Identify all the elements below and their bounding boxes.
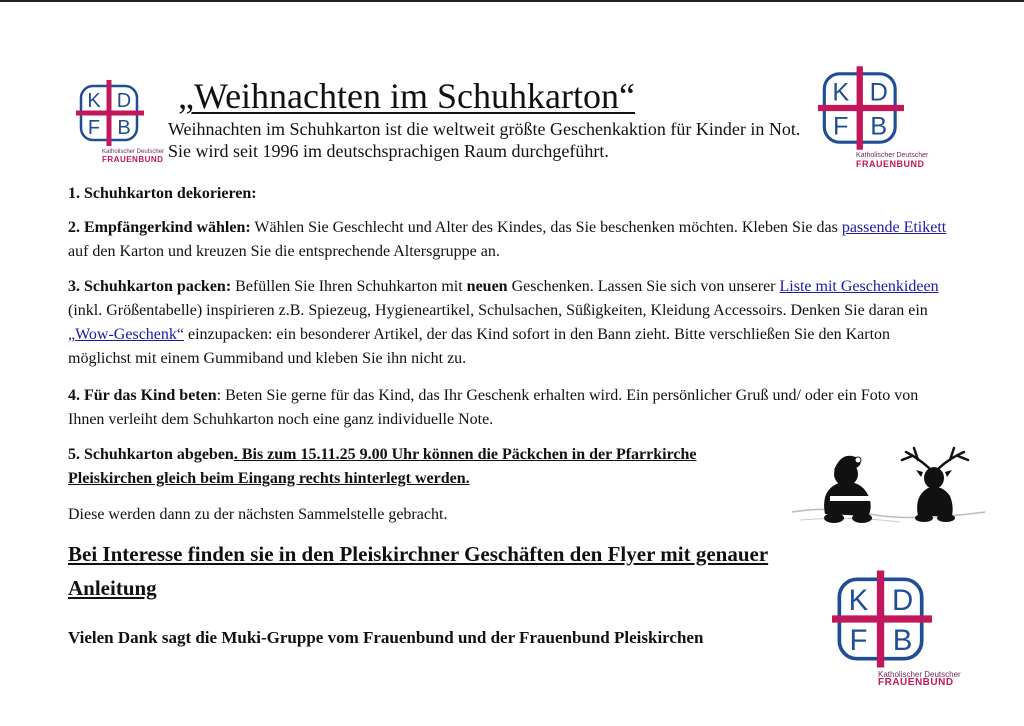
step-4: [68, 384, 948, 432]
page-title: „Weihnachten im Schuhkarton“: [178, 76, 635, 116]
kdfb-logo: [76, 80, 164, 164]
top-border: [0, 0, 1024, 2]
interest-note: [68, 537, 808, 605]
thanks-note: Vielen Dank sagt die Muki-Gruppe vom Frauenbund und der Frauenbund Pleiskirchen: [68, 628, 704, 647]
logo-letter-d: D: [869, 78, 888, 107]
kdfb-logo-mark: [832, 570, 932, 668]
step-2: [68, 216, 958, 264]
interest-text: Bei Interesse finden sie in den Pleiskirchner Geschäften den Flyer mit genauer Anleitung: [68, 542, 769, 600]
logo-letter-k: K: [87, 90, 101, 112]
step-3-heading: 3. Schuhkarton packen:: [68, 278, 232, 295]
logo-caption-1: Katholischer Deutscher: [102, 149, 165, 155]
logo-caption-1: Katholischer Deutscher: [878, 670, 961, 679]
kdfb-logo-mark: [818, 66, 904, 150]
logo-letter-d: D: [891, 584, 914, 618]
kdfb-logo-mark: [76, 80, 144, 146]
intro-paragraph: Weihnachten im Schuhkarton ist die weltweit größte Geschenkaktion für Kinder in Not. Sie wird seit 1996 im deutschsprachigen Raum durchgeführt.: [168, 119, 801, 161]
logo-letter-f: F: [849, 623, 868, 657]
logo-letter-b: B: [117, 117, 131, 139]
logo-caption-1: Katholischer Deutscher: [856, 152, 929, 159]
collection-note: Diese werden dann zu der nächsten Sammelstelle gebracht.: [68, 506, 448, 523]
etikett-link[interactable]: passende Etikett: [841, 219, 947, 236]
logo-letter-f: F: [833, 112, 849, 141]
step-1: [68, 182, 948, 206]
step-5-text: . Bis zum 15.11.25 9.00 Uhr können die Päckchen in der Pfarrkirche Pleiskirchen gleich beim Eingang rechts hinterlegt werden.: [68, 446, 697, 487]
kdfb-logo: [832, 570, 961, 687]
santa-reindeer-icon: [790, 440, 985, 545]
step-3-text-c: (inkl. Größentabelle) inspirieren z.B. Spiezeug, Hygieneartikel, Schulsachen, Süßigkeiten, Kleidung Accessoirs. Denken Sie daran ein: [68, 302, 928, 319]
logo-letter-b: B: [870, 112, 888, 141]
logo-letter-k: K: [848, 584, 869, 618]
step-2-text-b: auf den Karton und kreuzen Sie die entsprechende Altersgruppe an.: [68, 243, 500, 260]
step-2-text-a: Wählen Sie Geschlecht und Alter des Kindes, das Sie beschenken möchten. Kleben Sie das: [250, 219, 842, 236]
geschenkideen-link[interactable]: Liste mit Geschenkideen: [779, 278, 939, 295]
logo-caption-2: FRAUENBUND: [878, 677, 954, 688]
kdfb-logo: [818, 66, 928, 168]
step-3-bold: neuen: [466, 278, 508, 295]
santa-reindeer-illustration: [790, 440, 985, 540]
logo-caption-2: FRAUENBUND: [102, 155, 164, 164]
wow-geschenk-link[interactable]: „Wow-Geschenk“: [68, 326, 184, 343]
step-3-text-b: Geschenken. Lassen Sie sich von unserer: [507, 278, 780, 295]
logo-letter-b: B: [892, 623, 913, 657]
step-3-text-d: einzupacken: ein besonderer Artikel, der das Kind sofort in den Bann zieht. Bitte verschließen Sie den Karton möglichst mit einem Gummiband und kleben Sie ihn nicht zu.: [68, 326, 891, 367]
logo-letter-d: D: [116, 90, 132, 112]
step-5: [68, 443, 708, 491]
step-5-heading: 5. Schuhkarton abgeben: [68, 446, 234, 463]
step-3: [68, 275, 953, 371]
step-4-text: : Beten Sie gerne für das Kind, das Ihr Geschenk erhalten wird. Ein persönlicher Gruß und/ oder ein Foto von Ihnen verleiht dem Schuhkarton noch eine ganz individuelle Note.: [68, 387, 919, 428]
step-3-text-a: Befüllen Sie Ihren Schuhkarton mit: [231, 278, 467, 295]
step-4-heading: 4. Für das Kind beten: [68, 387, 217, 404]
logo-caption-2: FRAUENBUND: [856, 159, 925, 169]
step-1-heading: 1. Schuhkarton dekorieren:: [68, 185, 257, 202]
logo-letter-f: F: [87, 117, 101, 139]
step-2-heading: 2. Empfängerkind wählen:: [68, 219, 251, 236]
logo-letter-k: K: [832, 78, 850, 107]
